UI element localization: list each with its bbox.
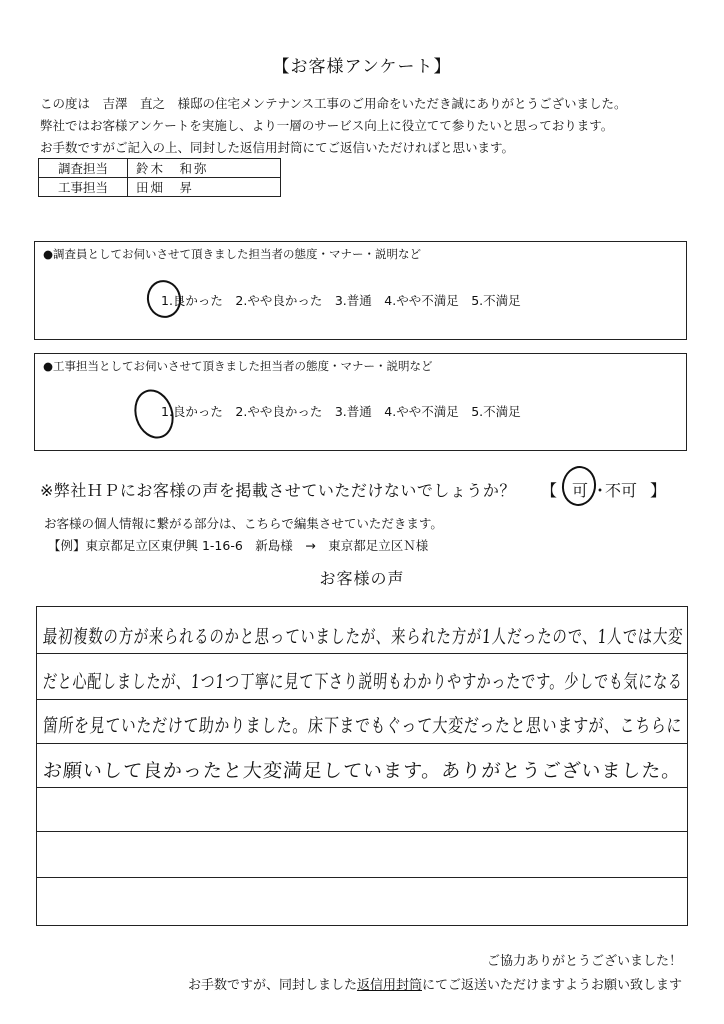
- voice-heading: お客様の声: [319, 569, 405, 588]
- ruled-line: [37, 699, 687, 700]
- hp-publish-question: ※弊社ＨＰにお客様の声を掲載させていただけないでしょうか？: [40, 481, 516, 500]
- rating-options[interactable]: 1.良かった 2.やや良かった 3.普通 4.やや不満足 5.不満足: [161, 404, 521, 419]
- question-box-construction: [34, 353, 687, 451]
- rating-options[interactable]: 1.良かった 2.やや良かった 3.普通 4.やや不満足 5.不満足: [161, 293, 521, 308]
- return-note-suffix: にてご返送いただけますようお願い致します: [421, 978, 682, 993]
- voice-line-4: お願いして良かったと大変満足しています。ありがとうございました。: [42, 760, 683, 782]
- ruled-line: [37, 653, 687, 654]
- question-label: ●調査員としてお伺いさせて頂きました担当者の態度・マナー・説明など: [43, 247, 422, 261]
- voice-line-3: 箇所を見ていただけて助かりました。床下までもぐって大変だったと思いますが、こちらに: [42, 715, 683, 737]
- footer-thanks: ご協力ありがとうございました！: [486, 954, 682, 969]
- selected-rating-circle: [143, 277, 184, 321]
- staff-name: 鈴木 和弥: [128, 159, 281, 178]
- staff-row-construction: [39, 178, 281, 197]
- staff-name: 田畑 昇: [128, 178, 281, 197]
- customer-voice-box: [36, 606, 688, 926]
- ruled-line: [37, 787, 687, 788]
- footer-return-note: [188, 974, 682, 993]
- intro-line-2: 弊社ではお客様アンケートを実施し、より一層のサービス向上に役立てて参りたいと思っております。: [40, 118, 614, 133]
- example-note: 【例】東京都足立区東伊興 1-16-6 新島様 → 東京都足立区Ｎ様: [48, 538, 429, 553]
- intro-line-3: お手数ですがご記入の上、同封した返信用封筒にてご返信いただければと思います。: [40, 140, 515, 155]
- question-label: ●工事担当としてお伺いさせて頂きました担当者の態度・マナー・説明など: [43, 359, 433, 373]
- selected-choice-circle: [559, 464, 598, 508]
- choice-yes[interactable]: 可: [572, 481, 589, 500]
- privacy-note: お客様の個人情報に繋がる部分は、こちらで編集させていただきます。: [44, 516, 443, 531]
- ruled-line: [37, 831, 687, 832]
- voice-line-2: だと心配しましたが、1つ1つ丁寧に見て下さり説明もわかりやすかったです。少しでも気になる: [42, 671, 684, 693]
- choice-no[interactable]: 不可: [605, 481, 638, 500]
- choice-separator: ・: [592, 481, 609, 500]
- staff-row-survey: [39, 159, 281, 178]
- ruled-line: [37, 743, 687, 744]
- question-box-survey: [34, 241, 687, 340]
- staff-table: [38, 158, 281, 197]
- ruled-line: [37, 877, 687, 878]
- bracket-close: 】: [650, 481, 667, 500]
- intro-line-1: この度は 吉澤 直之 様邸の住宅メンテナンス工事のご用命をいただき誠にありがとうございました。: [40, 96, 627, 111]
- bracket-open: 【: [541, 481, 558, 500]
- staff-role: 調査担当: [39, 159, 128, 178]
- return-envelope-text: 返信用封筒: [356, 978, 422, 993]
- voice-line-1: 最初複数の方が来られるのかと思っていましたが、来られた方が1人だったので、1人では大変: [42, 626, 684, 648]
- return-note-prefix: お手数ですが、同封しました: [187, 978, 357, 993]
- page-title: 【お客様アンケート】: [272, 57, 452, 77]
- staff-role: 工事担当: [39, 178, 128, 197]
- selected-rating-circle: [128, 384, 180, 443]
